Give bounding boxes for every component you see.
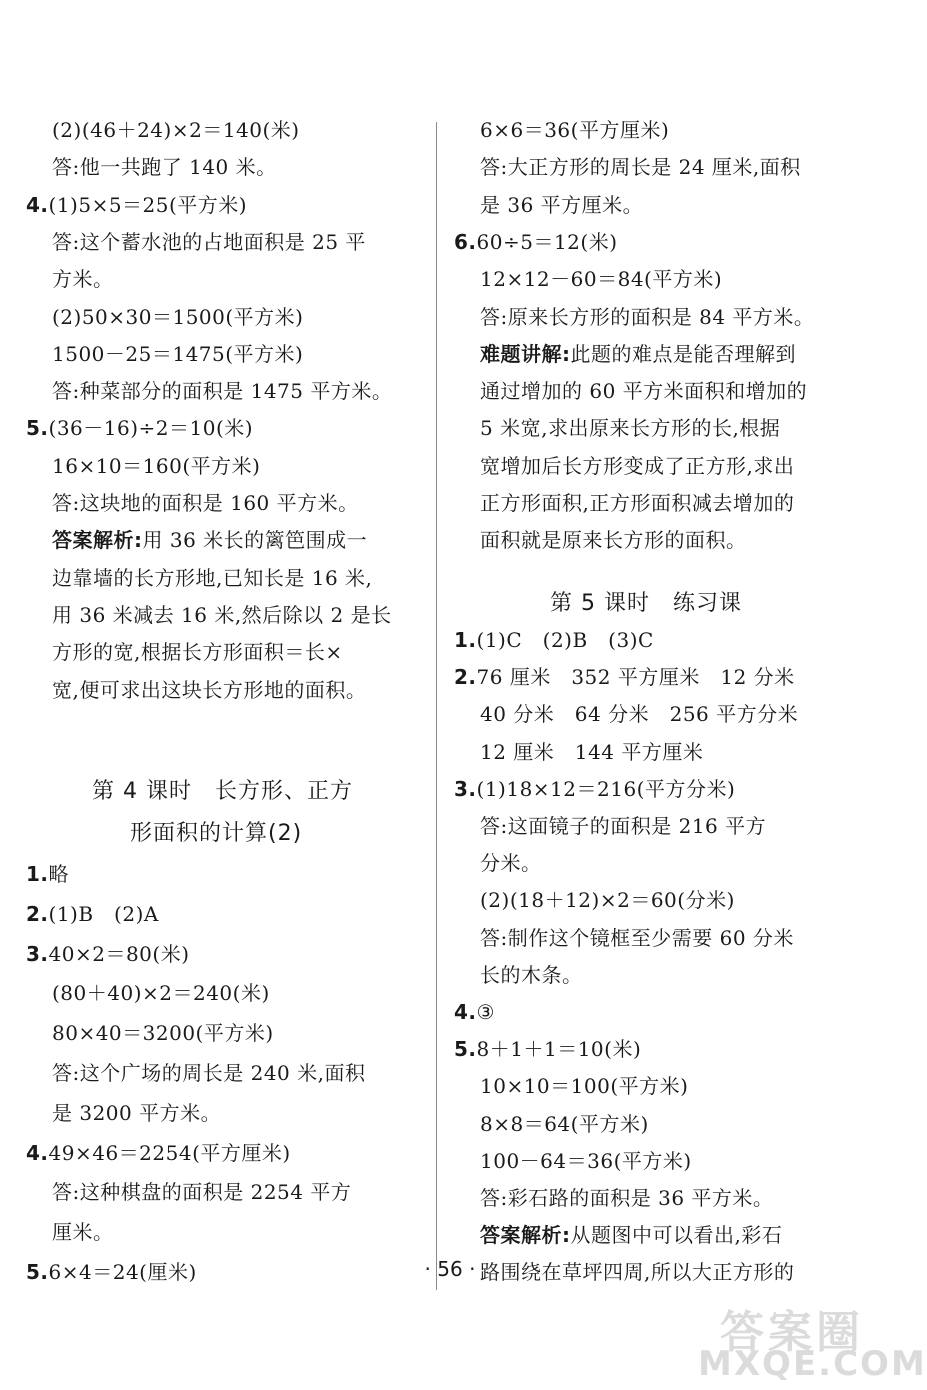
text-line [52, 1180, 351, 1204]
question-number: 3. [26, 941, 49, 966]
line-text: 60÷5＝12(米) [476, 229, 618, 254]
text-line [52, 454, 260, 478]
watermark [690, 1296, 927, 1390]
question-number: 3. [454, 776, 477, 801]
line-text: 是 3200 平方米。 [52, 1100, 222, 1125]
text-line [52, 981, 270, 1005]
question-number: 5. [26, 1260, 49, 1284]
text-line [454, 777, 735, 801]
text-line [52, 1061, 365, 1085]
line-text: 用 36 米长的篱笆围成一 [142, 528, 368, 553]
line-text: 用 36 米减去 16 米,然后除以 2 是长 [52, 602, 392, 627]
line-text: (1)C (2)B (3)C [476, 628, 654, 652]
line-text: 宽,便可求出这块长方形地的面积。 [52, 677, 367, 702]
line-text: 厘米。 [52, 1220, 114, 1245]
text-line [52, 379, 392, 403]
line-text: 答:大正方形的周长是 24 厘米,面积 [480, 155, 801, 180]
text-line [454, 1037, 641, 1061]
text-line [52, 1101, 221, 1125]
line-text: 答:他一共跑了 140 米。 [52, 155, 277, 180]
lesson-4-heading-line1: 第 4 课时 长方形、正方 [92, 779, 353, 804]
text-line [480, 491, 794, 515]
line-text: 6×4＝24(厘米) [48, 1260, 197, 1284]
line-text: 10×10＝100(平方米) [480, 1074, 689, 1099]
text-line [480, 342, 796, 366]
text-line [480, 305, 814, 329]
question-number: 5. [454, 1037, 477, 1062]
text-line [480, 267, 722, 291]
text-line [52, 342, 303, 366]
text-line [480, 1149, 692, 1173]
line-text: (36－16)÷2＝10(米) [48, 416, 254, 441]
text-line [52, 566, 372, 590]
text-line [26, 1141, 291, 1165]
line-text: (1)5×5＝25(平方米) [48, 192, 248, 217]
line-text: 80×40＝3200(平方米) [52, 1021, 274, 1046]
line-text: 面积就是原来长方形的面积。 [480, 528, 747, 553]
text-line [26, 902, 159, 926]
line-text: (1)B (2)A [48, 901, 159, 926]
question-number: 6. [454, 229, 477, 254]
line-text: 40×2＝80(米) [48, 941, 190, 966]
text-line [480, 1074, 688, 1098]
text-line [480, 155, 801, 179]
text-line [52, 118, 300, 142]
text-line [480, 963, 583, 987]
text-line [480, 888, 735, 912]
text-line [52, 267, 114, 291]
line-text: 是 36 平方厘米。 [480, 192, 644, 217]
line-text: 12×12－60＝84(平方米) [480, 267, 723, 292]
text-line [480, 528, 747, 552]
text-line [480, 416, 780, 440]
line-text: 从题图中可以看出,彩石 [570, 1223, 783, 1248]
bold-label: 答案解析: [480, 1223, 571, 1248]
text-line [480, 814, 766, 838]
line-text: 答:这块地的面积是 160 平方米。 [52, 491, 359, 515]
text-line [480, 926, 794, 950]
text-line [480, 1112, 649, 1136]
watermark-logo: 答案圈 [720, 1307, 864, 1358]
text-line [26, 942, 190, 966]
text-line [52, 678, 366, 702]
line-text: 方形的宽,根据长方形面积＝长× [52, 640, 343, 665]
text-line [26, 416, 253, 440]
text-line [454, 1000, 495, 1024]
line-text: 16×10＝160(平方米) [52, 453, 261, 478]
question-number: 4. [26, 192, 49, 217]
text-line [26, 193, 247, 217]
question-number: 4. [454, 1000, 477, 1024]
question-number: 1. [454, 628, 477, 652]
line-text: 8×8＝64(平方米) [480, 1111, 649, 1136]
text-line [454, 665, 795, 689]
line-text: (1)18×12＝216(平方分米) [476, 776, 736, 801]
line-text: 宽增加后长方形变成了正方形,求出 [480, 453, 795, 478]
text-line [52, 155, 277, 179]
text-line [52, 491, 359, 515]
line-text: 通过增加的 60 平方米面积和增加的 [480, 379, 808, 404]
text-line [480, 740, 703, 764]
text-line [454, 230, 618, 254]
text-line [480, 118, 669, 142]
line-text: 答:种菜部分的面积是 1475 平方米。 [52, 379, 393, 404]
text-line [480, 454, 794, 478]
text-line [480, 1186, 773, 1210]
text-line [52, 603, 392, 627]
line-text: (2)(46＋24)×2＝140(米) [52, 118, 300, 142]
bold-label: 难题讲解: [480, 341, 571, 366]
line-text: 答:这个广场的周长是 240 米,面积 [52, 1061, 366, 1085]
text-line [52, 528, 367, 552]
line-text: 5 米宽,求出原来长方形的长,根据 [480, 416, 781, 441]
line-text: 答:彩石路的面积是 36 平方米。 [480, 1186, 774, 1210]
text-line [52, 230, 366, 254]
question-number: 2. [454, 665, 477, 690]
text-line [480, 193, 643, 217]
bold-label: 答案解析: [52, 528, 143, 553]
line-text: 40 分米 64 分米 256 平方分米 [480, 702, 799, 727]
line-text: 此题的难点是能否理解到 [570, 341, 796, 366]
text-line [52, 1220, 114, 1244]
line-text: 答:原来长方形的面积是 84 平方米。 [480, 304, 815, 329]
line-text: 边靠墙的长方形地,已知长是 16 米, [52, 565, 373, 590]
lesson-5-heading: 第 5 课时 练习课 [550, 591, 742, 616]
text-line [52, 1021, 274, 1045]
text-line [480, 851, 542, 875]
line-text: (2)50×30＝1500(平方米) [52, 304, 304, 329]
line-text: 正方形面积,正方形面积减去增加的 [480, 491, 795, 515]
line-text: (80＋40)×2＝240(米) [52, 981, 270, 1006]
line-text: 答:这个蓄水池的占地面积是 25 平 [52, 229, 366, 254]
text-line [480, 379, 807, 403]
text-line [480, 702, 798, 726]
question-number: 1. [26, 862, 49, 886]
line-text: 76 厘米 352 平方厘米 12 分米 [476, 665, 795, 690]
line-text: 答:这面镜子的面积是 216 平方 [480, 814, 767, 838]
lesson-4-heading-line2: 形面积的计算(2) [130, 821, 303, 846]
column-divider [436, 122, 437, 1290]
line-text: 路围绕在草坪四周,所以大正方形的 [480, 1260, 795, 1285]
line-text: (2)(18＋12)×2＝60(分米) [480, 888, 735, 913]
line-text: 分米。 [480, 851, 542, 876]
line-text: ③ [476, 1000, 495, 1024]
line-text: 100－64＝36(平方米) [480, 1148, 692, 1173]
line-text: 8＋1＋1＝10(米) [476, 1037, 642, 1062]
text-line [26, 862, 69, 886]
line-text: 答:制作这个镜框至少需要 60 分米 [480, 925, 794, 950]
question-number: 5. [26, 416, 49, 441]
line-text: 长的木条。 [480, 962, 583, 987]
text-line [454, 628, 654, 652]
line-text: 49×46＝2254(平方厘米) [48, 1140, 291, 1165]
text-line [480, 1223, 782, 1247]
question-number: 2. [26, 901, 49, 926]
line-text: 6×6＝36(平方厘米) [480, 118, 670, 142]
line-text: 方米。 [52, 267, 114, 292]
line-text: 略 [48, 862, 70, 886]
watermark-site: MXQE.COM [698, 1344, 927, 1384]
line-text: 答:这种棋盘的面积是 2254 平方 [52, 1180, 352, 1205]
question-number: 4. [26, 1140, 49, 1165]
line-text: 12 厘米 144 平方厘米 [480, 739, 704, 764]
line-text: 1500－25＝1475(平方米) [52, 341, 304, 366]
page-number: · 56 · [424, 1257, 476, 1281]
text-line [52, 305, 304, 329]
text-line [52, 640, 343, 664]
